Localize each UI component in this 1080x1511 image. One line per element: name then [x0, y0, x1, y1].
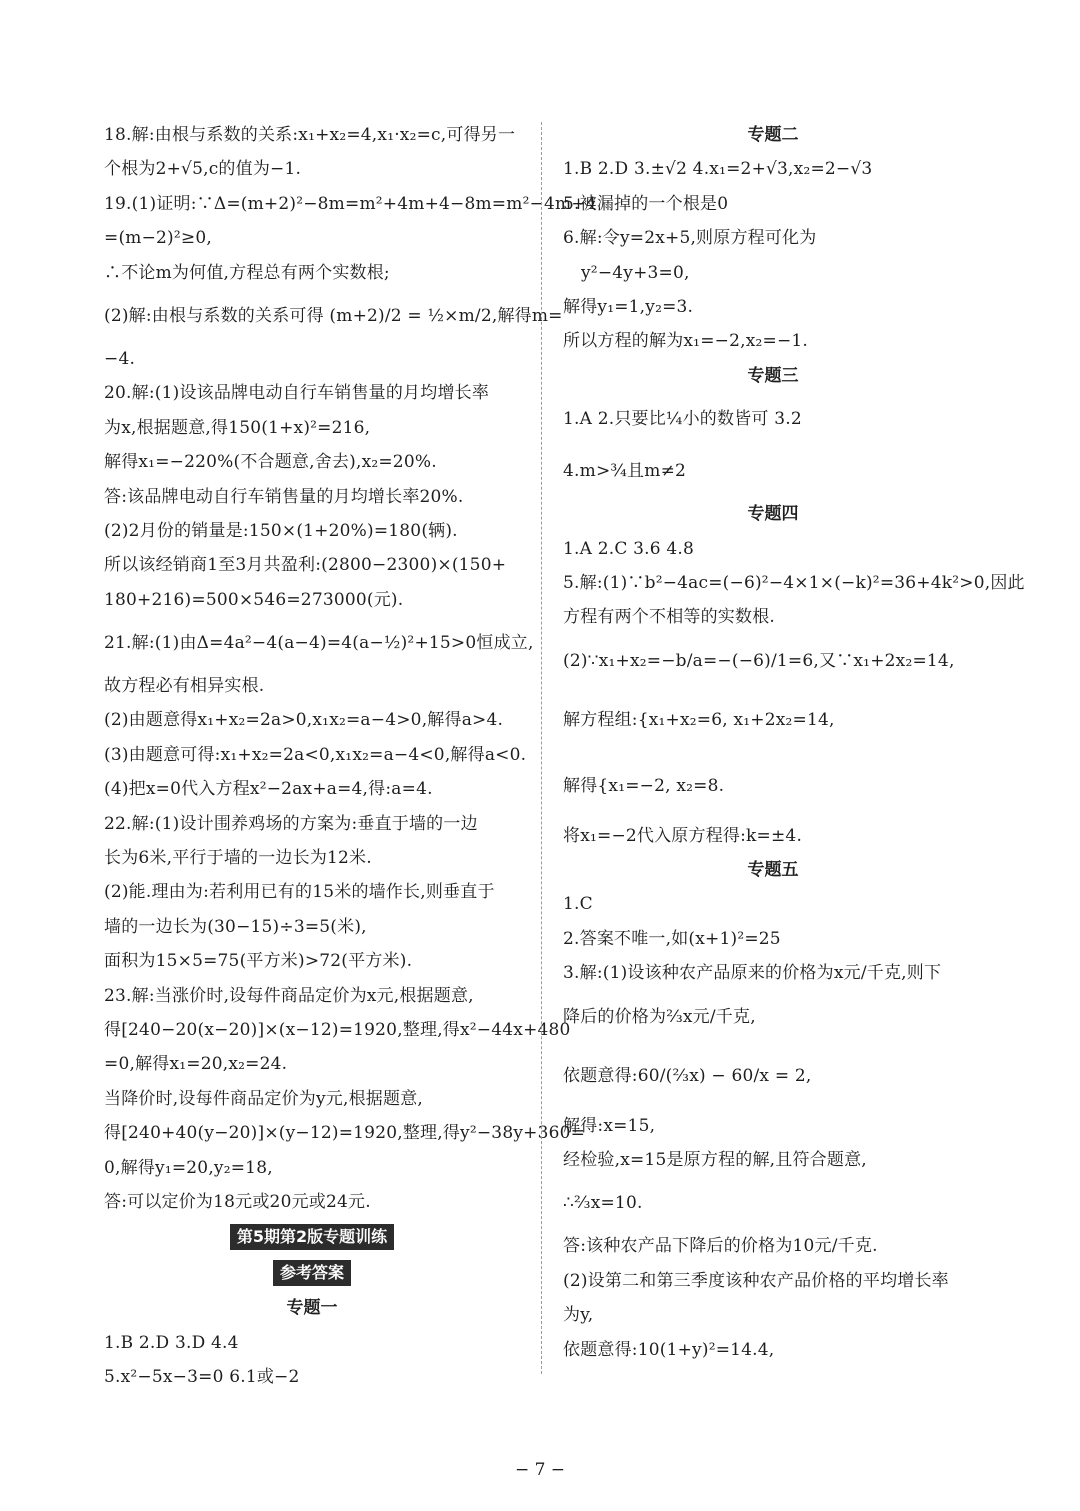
text-line: =(m−2)²≥0,: [104, 228, 212, 249]
section-title-4: 专题四: [747, 504, 799, 525]
text-line: =0,解得x₁=20,x₂=24.: [104, 1054, 288, 1075]
text-line: 1.A 2.只要比¼小的数皆可 3.2: [563, 409, 802, 430]
text-line: 当降价时,设每件商品定价为y元,根据题意,: [104, 1088, 424, 1109]
text-line: ∴⅔x=10.: [563, 1193, 643, 1214]
text-line: (2)能.理由为:若利用已有的15米的墙作长,则垂直于: [104, 882, 495, 903]
text-line: 4.m>¾且m≠2: [563, 461, 687, 482]
text-line: 答:该品牌电动自行车销售量的月均增长率20%.: [104, 486, 464, 507]
text-line: 5.解:(1)∵b²−4ac=(−6)²−4×1×(−k)²=36+4k²>0,因此: [563, 572, 1025, 593]
text-line: (4)把x=0代入方程x²−2ax+a=4,得:a=4.: [104, 779, 433, 800]
text-line: 2.答案不唯一,如(x+1)²=25: [563, 928, 781, 949]
text-line: 6.解:令y=2x+5,则原方程可化为: [563, 228, 817, 249]
text-line: 18.解:由根与系数的关系:x₁+x₂=4,x₁·x₂=c,可得另一: [104, 125, 516, 145]
text-line: 所以方程的解为x₁=−2,x₂=−1.: [563, 331, 809, 352]
text-line: 1.C: [563, 894, 593, 915]
text-line: 解方程组:{x₁+x₂=6, x₁+2x₂=14,: [563, 709, 835, 730]
text-line: 故方程必有相异实根.: [104, 676, 265, 697]
section-title-5: 专题五: [747, 860, 799, 881]
text-line: 依题意得:60/(⅔x) − 60/x = 2,: [563, 1065, 812, 1086]
text-line: 1.A 2.C 3.6 4.8: [563, 538, 695, 559]
text-line: 5.x²−5x−3=0 6.1或−2: [104, 1367, 300, 1388]
text-line: 22.解:(1)设计围养鸡场的方案为:垂直于墙的一边: [104, 813, 478, 834]
section-title-2: 专题二: [747, 125, 799, 145]
text-line: 面积为15×5=75(平方米)>72(平方米).: [104, 951, 413, 972]
issue-banner: 第5期第2版专题训练: [230, 1224, 394, 1250]
text-line: 20.解:(1)设该品牌电动自行车销售量的月均增长率: [104, 383, 490, 404]
text-line: ∴不论m为何值,方程总有两个实数根;: [104, 262, 390, 283]
text-line: 墙的一边长为(30−15)÷3=5(米),: [104, 916, 367, 937]
section-title-1: 专题一: [286, 1298, 338, 1319]
text-line: 将x₁=−2代入原方程得:k=±4.: [563, 825, 803, 846]
text-line: 降后的价格为⅔x元/千克,: [563, 1006, 756, 1027]
text-line: 所以该经销商1至3月共盈利:(2800−2300)×(150+: [104, 555, 507, 576]
text-line: 方程有两个不相等的实数根.: [563, 607, 776, 628]
text-line: 解得y₁=1,y₂=3.: [563, 296, 694, 317]
text-line: (2)2月份的销量是:150×(1+20%)=180(辆).: [104, 520, 458, 541]
text-line: 个根为2+√5,c的值为−1.: [104, 159, 302, 180]
text-line: 3.解:(1)设该种农产品原来的价格为x元/千克,则下: [563, 963, 942, 984]
text-line: 为x,根据题意,得150(1+x)²=216,: [104, 417, 371, 438]
text-line: 得[240+40(y−20)]×(y−12)=1920,整理,得y²−38y+360=: [104, 1123, 586, 1144]
right-column: [563, 118, 1025, 1367]
text-line: 5.被漏掉的一个根是0: [563, 193, 729, 214]
section-title-3: 专题三: [747, 365, 799, 386]
text-line: 21.解:(1)由Δ=4a²−4(a−4)=4(a−½)²+15>0恒成立,: [104, 633, 534, 654]
text-line: 答:该种农产品下降后的价格为10元/千克.: [563, 1236, 878, 1257]
text-line: (2)设第二和第三季度该种农产品价格的平均增长率: [563, 1270, 949, 1291]
text-line: 解得:x=15,: [563, 1115, 656, 1136]
answer-banner-row: [104, 1255, 520, 1291]
text-line: y²−4y+3=0,: [581, 262, 690, 283]
column-divider: [541, 122, 542, 1374]
text-line: 得[240−20(x−20)]×(x−12)=1920,整理,得x²−44x+480: [104, 1019, 571, 1040]
text-line: 1.B 2.D 3.±√2 4.x₁=2+√3,x₂=2−√3: [563, 159, 873, 180]
text-line: (3)由题意可得:x₁+x₂=2a<0,x₁x₂=a−4<0,解得a<0.: [104, 744, 527, 765]
text-line: −4.: [104, 348, 136, 369]
text-line: 为y,: [563, 1305, 594, 1326]
text-line: (2)∵x₁+x₂=−b/a=−(−6)/1=6,又∵x₁+2x₂=14,: [563, 650, 955, 671]
text-line: 解得{x₁=−2, x₂=8.: [563, 775, 725, 796]
issue-banner-row: [104, 1219, 520, 1255]
text-line: 答:可以定价为18元或20元或24元.: [104, 1191, 371, 1212]
text-line: (2)由题意得x₁+x₂=2a>0,x₁x₂=a−4>0,解得a>4.: [104, 710, 504, 731]
text-line: 依题意得:10(1+y)²=14.4,: [563, 1339, 775, 1360]
answer-banner: 参考答案: [273, 1260, 351, 1286]
text-line: 1.B 2.D 3.D 4.4: [104, 1332, 239, 1353]
text-line: 0,解得y₁=20,y₂=18,: [104, 1157, 273, 1178]
text-line: 19.(1)证明:∵Δ=(m+2)²−8m=m²+4m+4−8m=m²−4m+4: [104, 193, 597, 214]
page-number: − 7 −: [514, 1460, 566, 1480]
text-line: 180+216)=500×546=273000(元).: [104, 589, 404, 610]
text-line: 23.解:当涨价时,设每件商品定价为x元,根据题意,: [104, 985, 474, 1006]
text-line: 长为6米,平行于墙的一边长为12米.: [104, 848, 372, 869]
text-line: 经检验,x=15是原方程的解,且符合题意,: [563, 1150, 867, 1171]
text-line: 解得x₁=−220%(不合题意,舍去),x₂=20%.: [104, 452, 437, 473]
text-line: (2)解:由根与系数的关系可得 (m+2)/2 = ½×m/2,解得m=: [104, 305, 563, 326]
